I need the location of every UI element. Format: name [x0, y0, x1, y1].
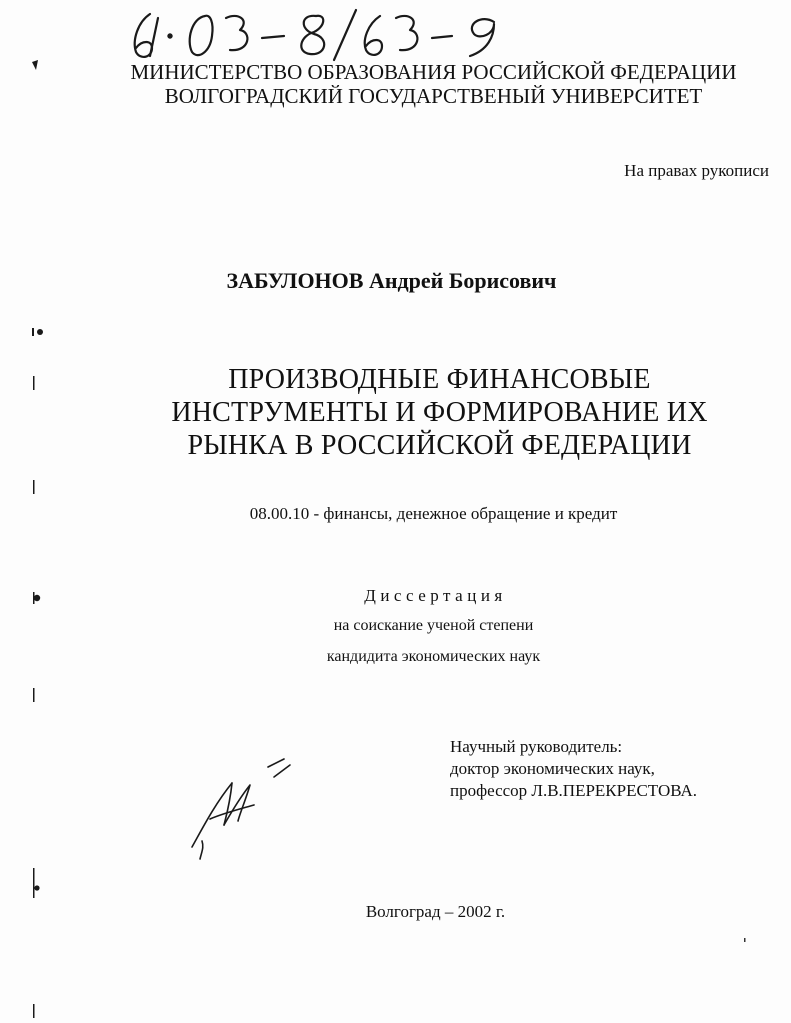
dissertation-label: Диссертация	[364, 586, 507, 605]
specialty-code: 08.00.10 - финансы, денежное обращение и кредит	[249, 504, 618, 523]
scan-speck	[738, 930, 758, 950]
supervisor-block	[450, 736, 697, 802]
city-and-year: Волгоград – 2002 г.	[365, 902, 506, 921]
manuscript-note: На правах рукописи	[624, 161, 769, 180]
supervisor-heading: Научный руководитель:	[450, 737, 623, 756]
supervisor-degree: доктор экономических наук,	[450, 759, 655, 778]
supervisor-name: профессор Л.В.ПЕРЕКРЕСТОВА.	[450, 781, 698, 800]
thesis-title-line-2: ИНСТРУМЕНТЫ И ФОРМИРОВАНИЕ ИХ	[171, 397, 708, 428]
ministry-name: МИНИСТЕРСТВО ОБРАЗОВАНИЯ РОССИЙСКОЙ ФЕДЕРАЦИИ	[130, 60, 737, 84]
author-name: ЗАБУЛОНОВ Андрей Борисович	[226, 268, 557, 293]
degree-line-2: кандидита экономических наук	[326, 648, 541, 665]
degree-line-1: на соискание ученой степени	[333, 617, 534, 634]
thesis-title-line-3: РЫНКА В РОССИЙСКОЙ ФЕДЕРАЦИИ	[187, 430, 692, 461]
thesis-title-line-1: ПРОИЗВОДНЫЕ ФИНАНСОВЫЕ	[228, 364, 651, 395]
scan-margin-marks	[0, 0, 60, 1023]
university-name: ВОЛГОГРАДСКИЙ ГОСУДАРСТВЕНЫЙ УНИВЕРСИТЕТ	[164, 84, 703, 108]
signature-mark	[180, 755, 300, 870]
